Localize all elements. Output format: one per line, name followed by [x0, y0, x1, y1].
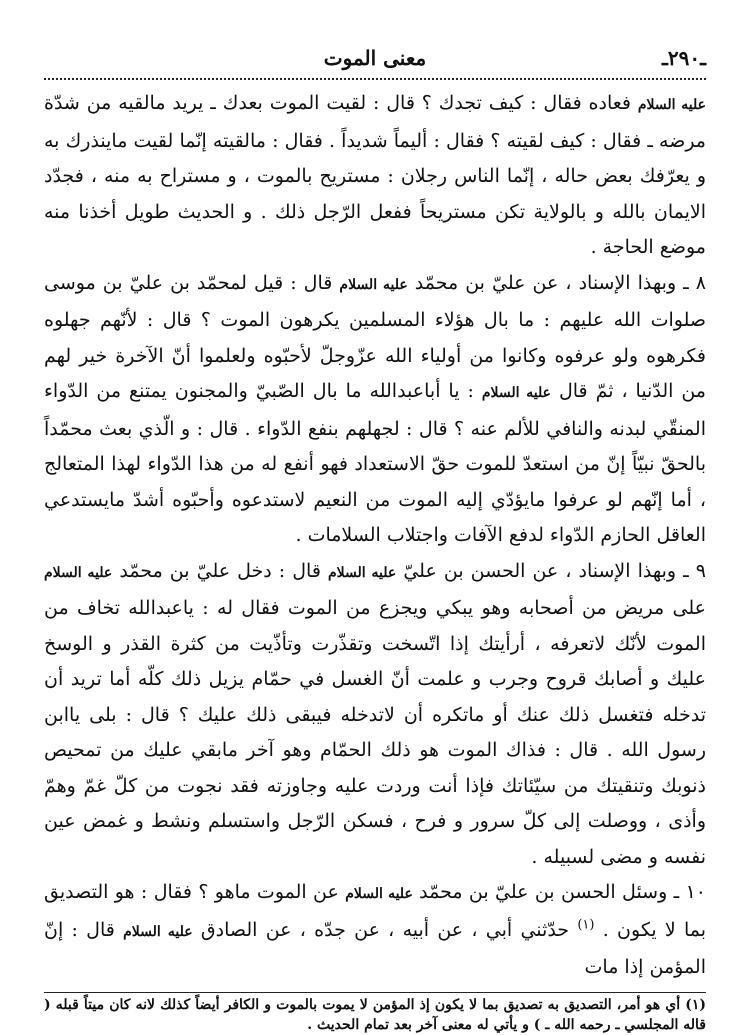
paragraph-text: قال : قيل لمحمّد بن عليّ بن موسى صلوات الله عليهم : ما بال هؤلاء المسلمين يكرهون الموت ؟ قال : لأنّهم جهلوه فكرهوه ولو عرفوه وكانوا من أولياء الله عزّوجلّ لأحبّوه ولعلموا أنّ الآخرة خير لهم من الدّنيا ، ثمّ قال — [44, 271, 706, 402]
hadith-10 — [44, 875, 706, 986]
paragraph-continuation — [44, 86, 706, 266]
paragraph-text: على مريض من أصحابه وهو يبكي ويجزع من الموت فقال له : ياعبدالله تخاف من الموت لأنّك لاتعرفه ، أرأيتك إذا اتّسخت وتقذّرت وتأذّيت من كثرة القذر و الوسخ عليك و أصابك قروح وجرب و علمت أنّ الغسل في حمّام يزيل ذلك كلّه أما تريد أن تدخله فتغسل ذلك عنك أو ماتكره أن لاتدخله فيبقى ذلك عليك ؟ قال : بلى ياابن رسول الله . قال : فذاك الموت هو ذلك الحمّام وهو آخر مابقي عليك من تمحيص ذنوبك وتنقيتك من سيّئاتك فإذا أنت وردت عليه وجاوزته فقد نجوت من كلّ غمّ وهمّ وأذى ، ووصلت إلى كلّ سرور و فرح ، فسكن الرّجل واستسلم ونشط و غمض عين نفسه و مضى لسبيله . — [44, 597, 706, 868]
hadith-lead: ١٠ ـ وسئل الحسن بن عليّ بن محمّد — [419, 881, 706, 903]
main-text — [44, 86, 706, 986]
page-number: ـ٢٩٠ـ — [662, 46, 706, 70]
paragraph-text-end: قال : إنّ المؤمن إذا مات — [44, 918, 706, 978]
honorific-glyph: عليه السلام — [339, 276, 408, 293]
paragraph-text-cont: حدّثني أبي ، عن أبيه ، عن جدّه ، عن الصادق — [200, 918, 570, 941]
footnote: (١) أي هو أمر، التصديق به تصديق بما لا يكون إذ المؤمن لا يموت بالموت و الكافر أيضاً كذلك لانه كان ميتاً قبله ( قاله المجلسي ـ رحمه الله ـ ) و يأتي له معنى آخر بعد تمام الحديث . — [44, 996, 706, 1033]
book-page — [44, 44, 707, 1033]
paragraph-text-cont: : يا أباعبدالله ما بال الصّبيّ والمجنون يمتنع من الدّواء المنقّي لبدنه والنافي للألم عنه ؟ قال : لجهلهم بنفع الدّواء . قال : و الّذي بعث محمّداً بالحقّ نبيّاً إنّ من استعدّ للموت حقّ الاستعداد فهو أنفع له من هذا الدّواء لهذا المتعالج ، أما إنّهم لو عرفوا مايؤدّي إليه الموت من النعيم لاستدعوه وأحبّوه أشدّ مايستدعي العاقل الحازم الدّواء لدفع الآفات واجتلاب السلامات . — [44, 380, 706, 546]
hadith-lead: ٩ ـ وبهذا الإسناد ، عن الحسن بن عليّ — [403, 559, 706, 582]
hadith-8 — [44, 266, 706, 554]
paragraph-text: فعاده فقال : كيف تجدك ؟ قال : لقيت الموت بعدك ـ يريد مالقيه من شدّة مرضه ـ فقال : كيف لقيته ؟ فقال : أليماً شديداً . فقال : مالقيته إنّما لقيت ماينذرك به و يعرّفك بعض حاله ، إنّما الناس رجلان : مستريح بالموت ، و مستراح به منه ، فجدّد الايمان بالله و بالولاية تكن مستريحاً ففعل الرّجل ذلك . و الحديث طويل أخذنا منه موضع الحاجة . — [44, 92, 706, 258]
honorific-glyph: عليه السلام — [123, 923, 193, 940]
header-divider — [44, 78, 706, 80]
paragraph-text-mid: قال : دخل عليّ بن محمّد — [119, 559, 321, 582]
hadith-lead: ٨ ـ وبهذا الإسناد ، عن عليّ بن محمّد — [414, 271, 707, 294]
honorific-glyph: عليه السلام — [637, 97, 706, 113]
honorific-glyph: عليه السلام — [44, 564, 113, 581]
page-header — [44, 44, 706, 78]
honorific-glyph: عليه السلام — [481, 385, 551, 401]
footnote-marker[interactable]: (١) — [577, 917, 595, 933]
honorific-glyph: عليه السلام — [345, 886, 413, 902]
page-title: معنى الموت — [323, 46, 427, 70]
footnote-divider — [44, 992, 706, 993]
honorific-glyph: عليه السلام — [327, 564, 397, 581]
hadith-9 — [44, 554, 706, 876]
paragraph-text: عن الموت ماهو ؟ فقال : هو التصديق بما لا يكون . — [44, 881, 707, 941]
